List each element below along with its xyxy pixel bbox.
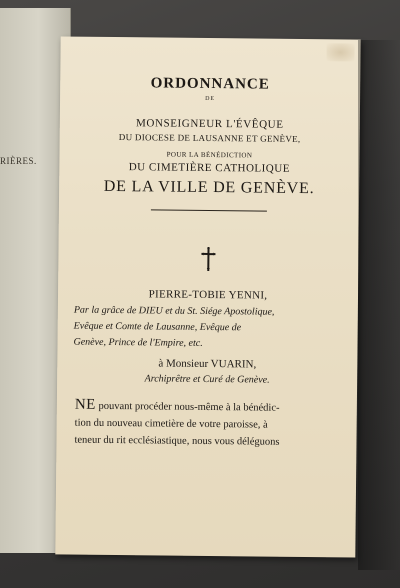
drop-cap: NE [74, 396, 96, 413]
heading-city: DE LA VILLE DE GENÈVE. [103, 177, 315, 198]
recipient-title: Archiprêtre et Curé de Genève. [144, 373, 270, 386]
cross-icon [199, 246, 217, 272]
heading-cemetery: DU CIMETIÈRE CATHOLIQUE [128, 161, 291, 175]
heading-de: DE [205, 95, 216, 103]
author-title-line: Genève, Prince de l'Empire, etc. [73, 336, 203, 349]
facing-page-fragment: RIÈRES. [0, 156, 37, 166]
author-title-line: Evêque et Comte de Lausanne, Evêque de [73, 320, 242, 334]
author-name: PIERRE-TOBIE YENNI, [148, 288, 268, 302]
author-titles [73, 303, 345, 354]
heading-diocese: DU DIOCESE DE LAUSANNE ET GENÈVE, [118, 132, 301, 144]
author-title-line: Par la grâce de DIEU et du St. Siége Apostolique, [73, 304, 275, 318]
heading-bishop: MONSEIGNEUR L'ÉVÊQUE [136, 117, 284, 131]
body-line: tion du nouveau cimetière de votre paroisse, à [74, 417, 268, 431]
body-paragraph [74, 397, 347, 452]
body-line-text: pouvant procéder nous-même à la bénédic- [95, 400, 280, 414]
document-title: ORDONNANCE [150, 75, 270, 93]
body-line: teneur du rit ecclésiastique, nous vous déléguons [74, 434, 280, 448]
divider-rule [151, 209, 267, 211]
document-page [55, 36, 360, 557]
page-shadow [358, 40, 400, 570]
heading-purpose: POUR LA BÉNÉDICTION [166, 150, 253, 160]
recipient-name: à Monsieur VUARIN, [158, 357, 257, 371]
